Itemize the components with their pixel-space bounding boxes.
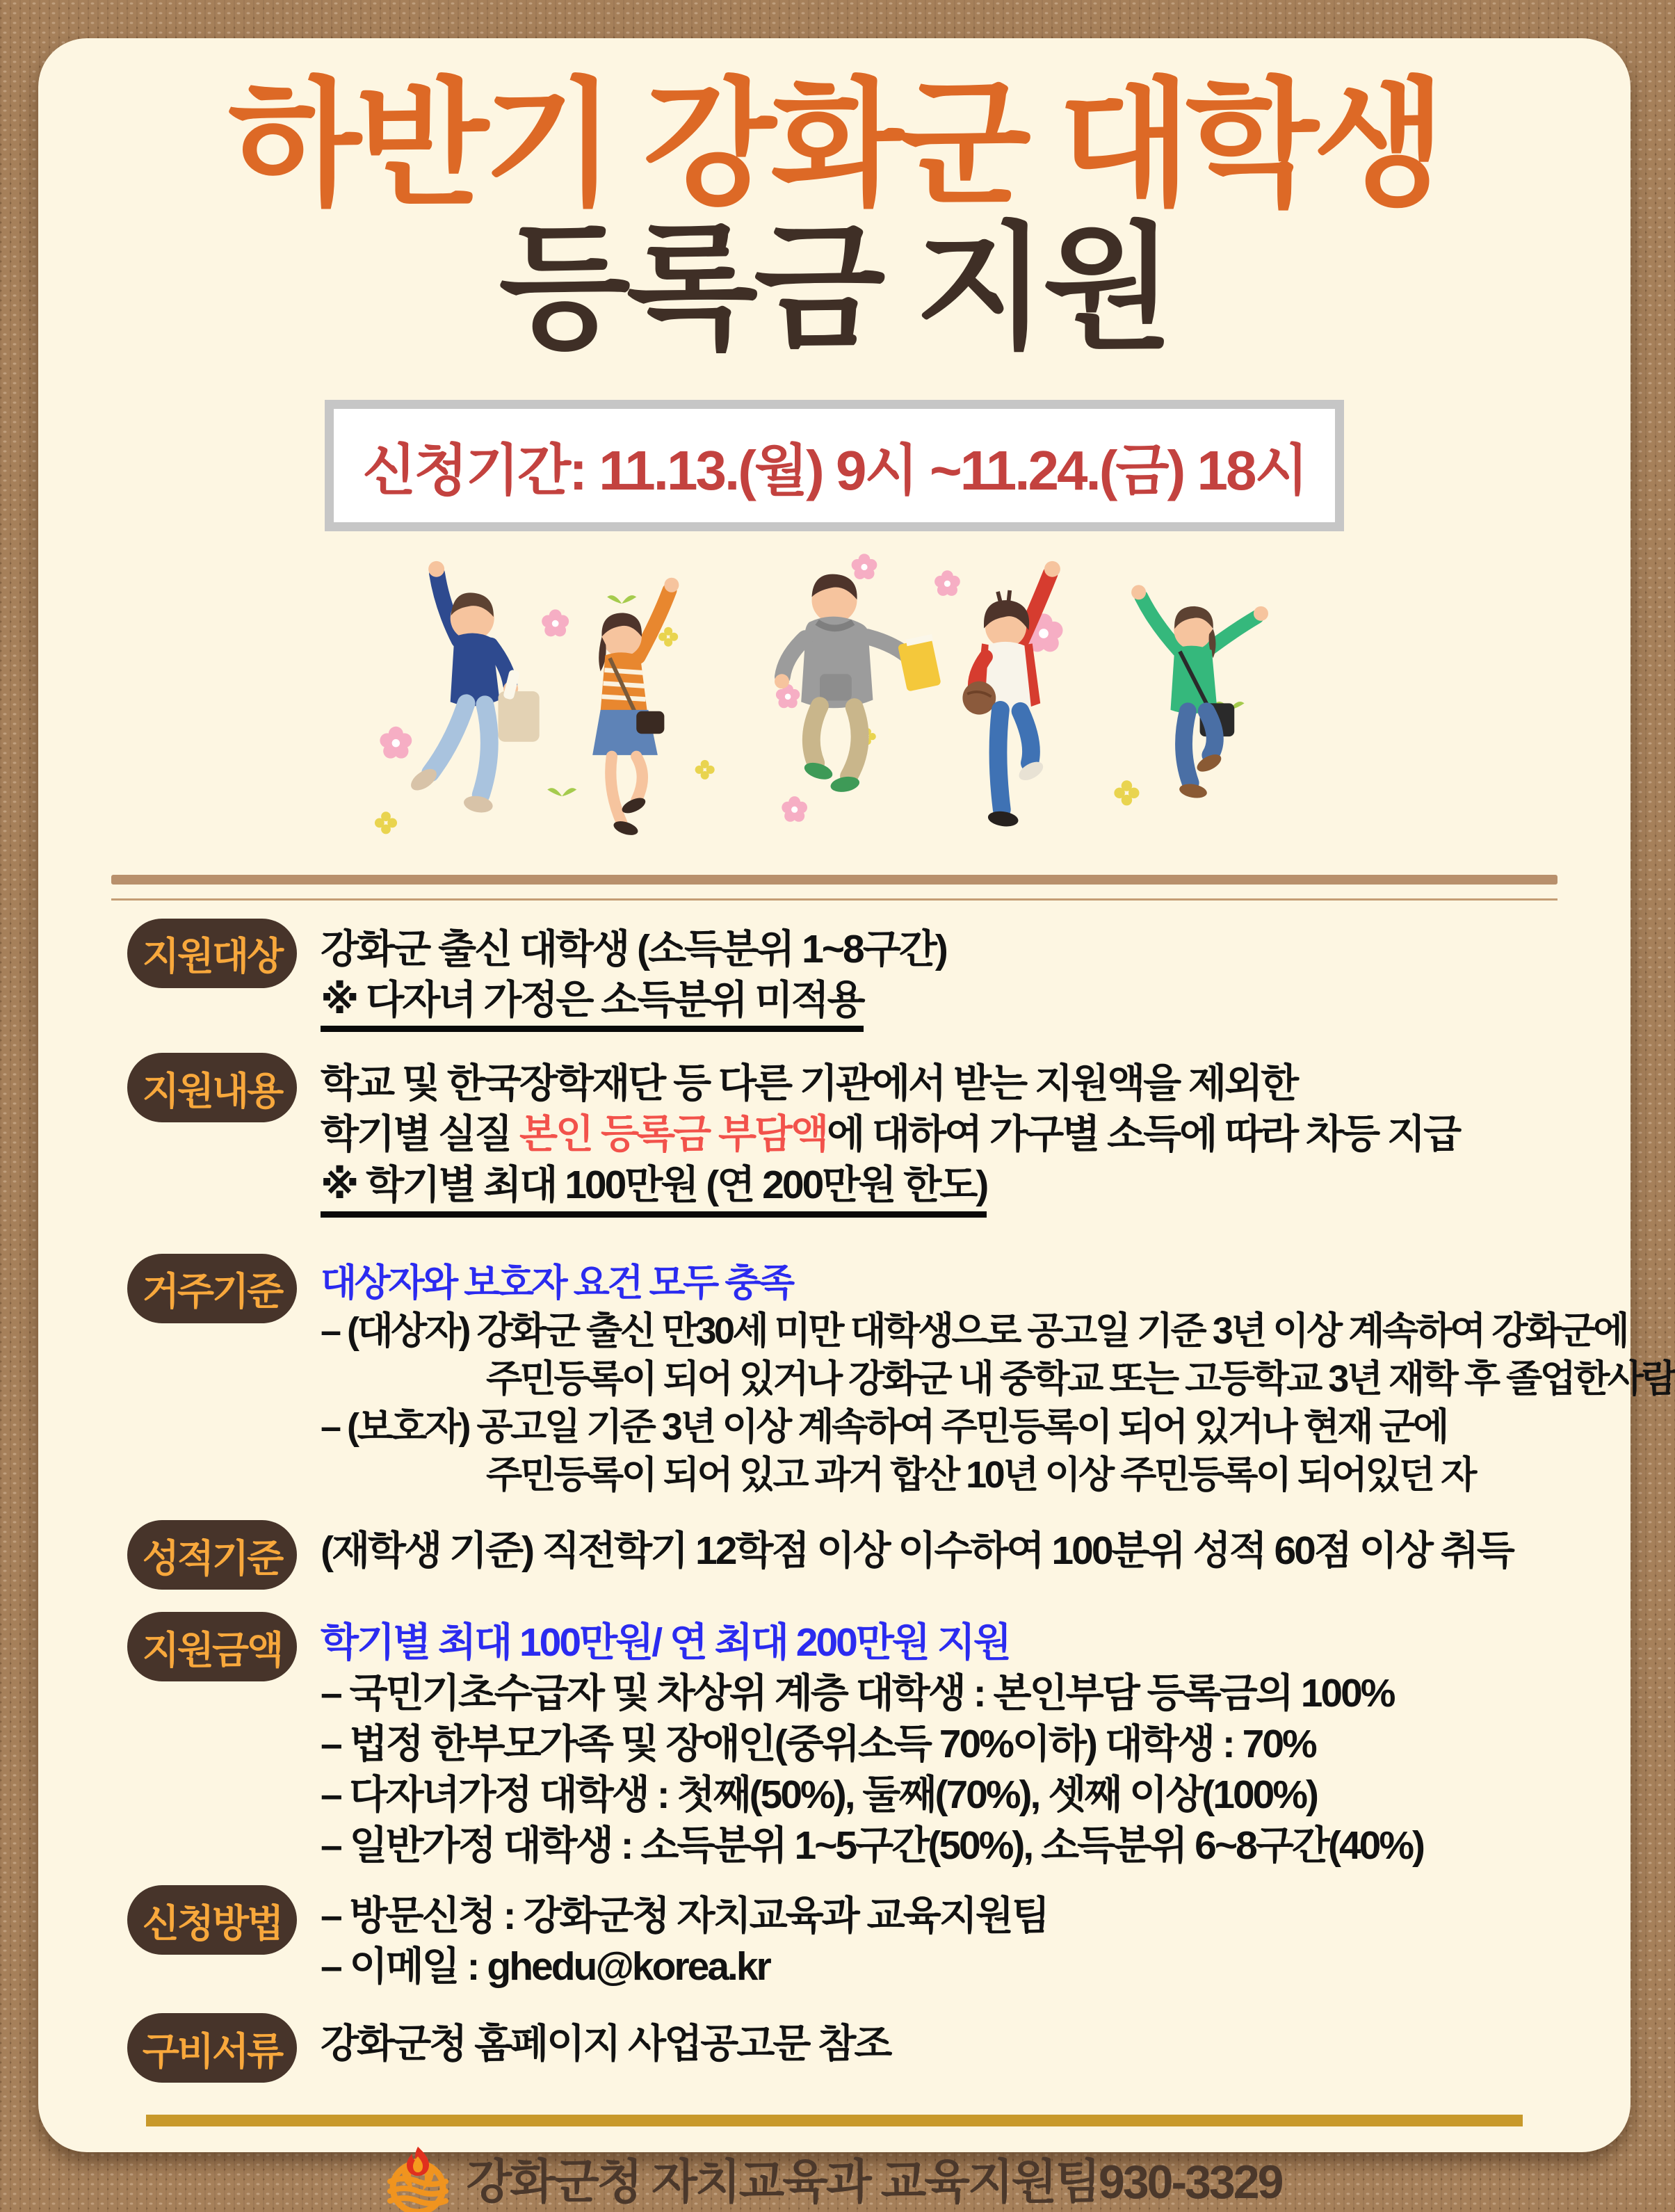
residency-line1: – (대상자) 강화군 출신 만30세 미만 대학생으로 공고일 기준 3년 이상 계속하여 강화군에 (321, 1310, 1628, 1353)
badge-support-content: 지원내용 (127, 1053, 297, 1122)
grade-line1: (재학생 기준) 직전학기 12학점 이상 이수하여 100분위 성적 60점 이상 취득 (321, 1528, 1513, 1574)
apply-method-line2: – 이메일 : ghedu@korea.kr (321, 1944, 770, 1989)
footer-contact-text: 강화군청 자치교육과 교육지원팀930-3329 (466, 2156, 1282, 2209)
student-figure-navy (407, 561, 540, 815)
student-figure-red (962, 561, 1060, 828)
section-documents (127, 2013, 1631, 2083)
jumping-students-svg (313, 544, 1356, 843)
badge-documents: 구비서류 (127, 2013, 297, 2083)
amount-heading: 학기별 최대 100만원/ 연 최대 200만원 지원 (321, 1620, 1010, 1665)
application-period-box (325, 400, 1344, 531)
amount-line4: – 일반가정 대학생 : 소득분위 1~5구간(50%), 소득분위 6~8구간(40%) (321, 1823, 1424, 1868)
application-period-text: 신청기간: 11.13.(월) 9시 ~11.24.(금) 18시 (362, 439, 1306, 501)
divider-thick (111, 875, 1557, 885)
badge-residency: 거주기준 (127, 1254, 297, 1323)
support-content-line2-highlight: 본인 등록금 부담액 (519, 1112, 827, 1157)
support-content-line2 (321, 1109, 1459, 1160)
documents-line1: 강화군청 홈페이지 사업공고문 참조 (321, 2021, 891, 2067)
amount-line2: – 법정 한부모가족 및 장애인(중위소득 70%이하) 대학생 : 70% (321, 1722, 1316, 1767)
badge-support-target: 지원대상 (127, 919, 297, 988)
residency-heading: 대상자와 보호자 요건 모두 충족 (321, 1261, 793, 1304)
footer-gold-bar (146, 2115, 1523, 2126)
section-amount (127, 1612, 1631, 1871)
footer (38, 2145, 1631, 2212)
section-apply-method (127, 1885, 1631, 1992)
info-sections (127, 919, 1675, 2083)
amount-line1: – 국민기초수급자 및 차상위 계층 대학생 : 본인부담 등록금의 100% (321, 1671, 1394, 1716)
support-target-line1: 강화군 출신 대학생 (소득분위 1~8구간) (321, 926, 946, 971)
section-residency (127, 1254, 1675, 1500)
badge-grade: 성적기준 (127, 1520, 297, 1590)
support-content-line2-pre: 학기별 실질 (321, 1112, 519, 1157)
support-content-line3: ※ 학기별 최대 100만원 (연 200만원 한도) (321, 1164, 987, 1218)
student-figure-orange (592, 578, 679, 838)
section-grade (127, 1520, 1631, 1590)
residency-line4: 주민등록이 되어 있고 과거 합산 10년 이상 주민등록이 되어있던 자 (486, 1454, 1475, 1496)
poster (38, 38, 1675, 2209)
jumping-students-illustration (313, 544, 1356, 843)
apply-method-line1: – 방문신청 : 강화군청 자치교육과 교육지원팀 (321, 1894, 1048, 1939)
residency-line2: 주민등록이 되어 있거나 강화군 내 중학교 또는 고등학교 3년 재학 후 졸업한사람 (486, 1358, 1675, 1400)
student-figure-green (1131, 585, 1268, 800)
support-target-line2: ※ 다자녀 가정은 소득분위 미적용 (321, 979, 864, 1033)
badge-amount: 지원금액 (127, 1612, 297, 1681)
residency-line3: – (보호자) 공고일 기준 3년 이상 계속하여 주민등록이 되어 있거나 현재 군에 (321, 1406, 1447, 1448)
support-content-line2-post: 에 대하여 가구별 소득에 따라 차등 지급 (827, 1112, 1460, 1157)
divider-thin (111, 898, 1557, 901)
flame-waves-logo-icon (387, 2145, 448, 2212)
badge-apply-method: 신청방법 (127, 1885, 297, 1955)
section-support-content (127, 1053, 1631, 1217)
poster-title-line1: 하반기 강화군 대학생 (228, 67, 1441, 221)
section-support-target (127, 919, 1631, 1033)
support-content-line1: 학교 및 한국장학재단 등 다른 기관에서 받는 지원액을 제외한 (321, 1061, 1297, 1106)
poster-title-line2: 등록금 지원 (499, 211, 1170, 364)
amount-line3: – 다자녀가정 대학생 : 첫째(50%), 둘째(70%), 셋째 이상(100%) (321, 1773, 1318, 1818)
student-figure-hoodie (775, 574, 941, 794)
